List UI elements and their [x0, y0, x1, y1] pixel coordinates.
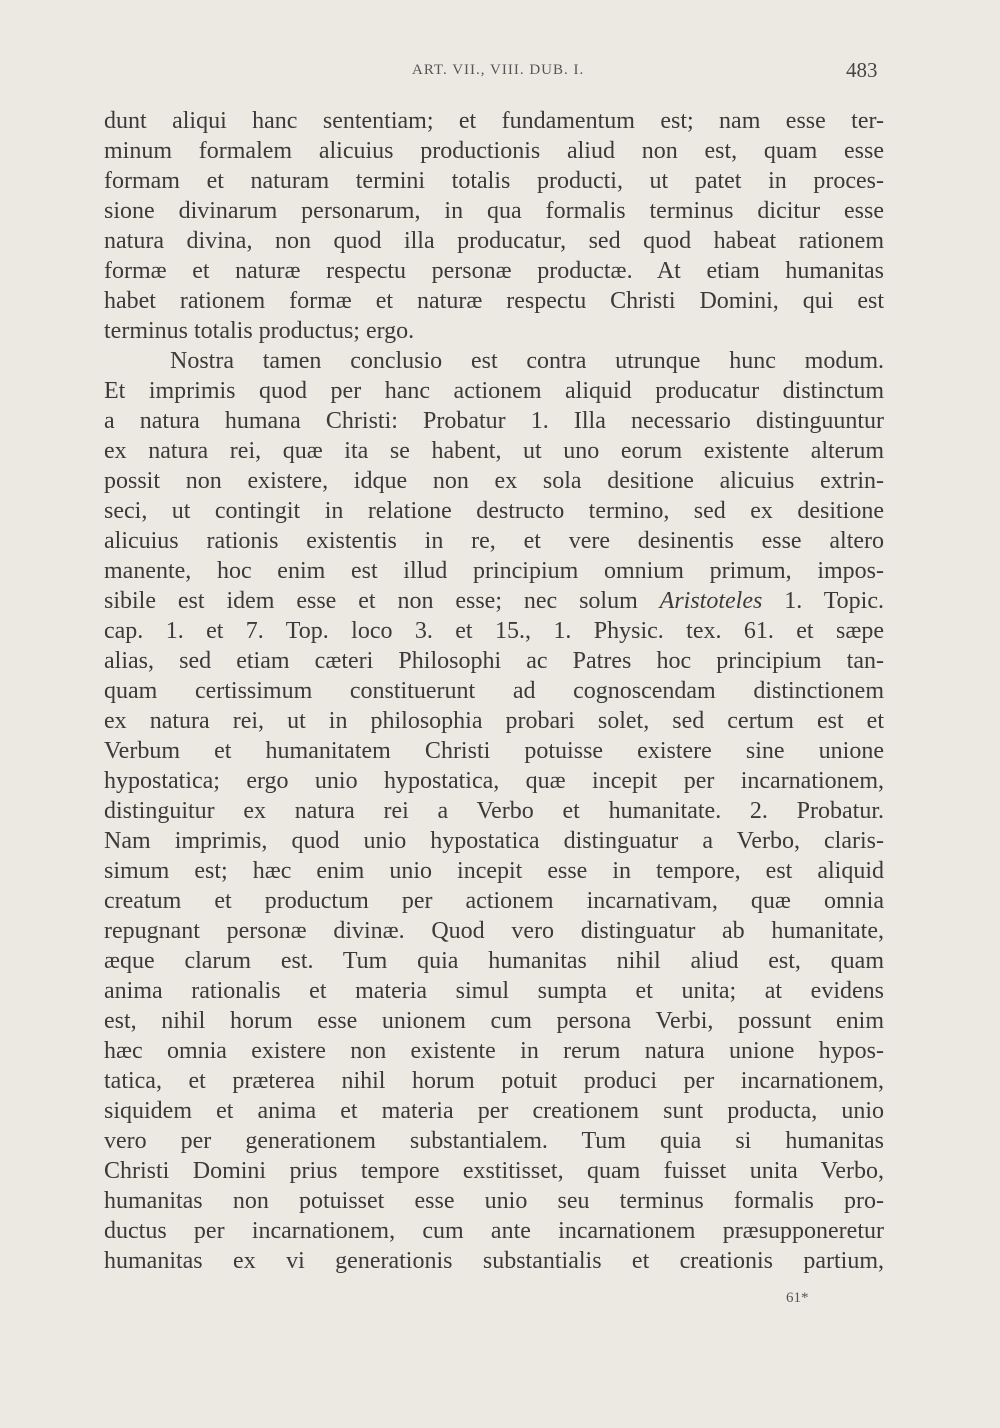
text-line: est, nihil horum esse unionem cum persona Verbi, possunt enim	[104, 1008, 884, 1034]
text-line: humanitas ex vi generationis substantialis et creationis partium,	[104, 1248, 884, 1274]
text-line: ex natura rei, ut in philosophia probari solet, sed certum est et	[104, 708, 884, 734]
text-line: formam et naturam termini totalis producti, ut patet in proces-	[104, 168, 884, 194]
text-line: repugnant personæ divinæ. Quod vero distinguatur ab humanitate,	[104, 918, 884, 944]
text-line-with-citation	[104, 586, 884, 616]
text-line: possit non existere, idque non ex sola desitione alicuius extrin-	[104, 468, 884, 494]
text-line: humanitas non potuisset esse unio seu terminus formalis pro-	[104, 1188, 884, 1214]
text-line: sione divinarum personarum, in qua formalis terminus dicitur esse	[104, 198, 884, 224]
text-line: formæ et naturæ respectu personæ productæ. At etiam humanitas	[104, 258, 884, 284]
text-line: simum est; hæc enim unio incepit esse in tempore, est aliquid	[104, 858, 884, 884]
page-number: 483	[846, 58, 878, 82]
text-line: ductus per incarnationem, cum ante incarnationem præsupponeretur	[104, 1218, 884, 1244]
body-text	[104, 106, 884, 1276]
text-line: terminus totalis productus; ergo.	[104, 318, 415, 344]
text-segment: 1. Topic.	[784, 588, 885, 614]
author-name: Aristoteles	[659, 588, 763, 614]
text-line: manente, hoc enim est illud principium omnium primum, impos-	[104, 558, 884, 584]
text-line: ex natura rei, quæ ita se habent, ut uno eorum existente alterum	[104, 438, 884, 464]
text-line: alicuius rationis existentis in re, et vere desinentis esse altero	[104, 528, 884, 554]
text-line: quam certissimum constituerunt ad cognoscendam distinctionem	[104, 678, 884, 704]
text-line: distinguitur ex natura rei a Verbo et humanitate. 2. Probatur.	[104, 798, 884, 824]
text-line: alias, sed etiam cæteri Philosophi ac Patres hoc principium tan-	[104, 648, 884, 674]
text-line: Christi Domini prius tempore exstitisset, quam fuisset unita Verbo,	[104, 1158, 884, 1184]
text-line: habet rationem formæ et naturæ respectu Christi Domini, qui est	[104, 288, 884, 314]
text-line: dunt aliqui hanc sententiam; et fundamentum est; nam esse ter-	[104, 108, 884, 134]
text-line: hæc omnia existere non existente in rerum natura unione hypos-	[104, 1038, 884, 1064]
text-line: hypostatica; ergo unio hypostatica, quæ incepit per incarnationem,	[104, 768, 884, 794]
running-head	[0, 58, 1000, 88]
text-line: anima rationalis et materia simul sumpta et unita; at evidens	[104, 978, 884, 1004]
text-line: Et imprimis quod per hanc actionem aliquid producatur distinctum	[104, 378, 884, 404]
text-line: Verbum et humanitatem Christi potuisse existere sine unione	[104, 738, 884, 764]
text-line: cap. 1. et 7. Top. loco 3. et 15., 1. Physic. tex. 61. et sæpe	[104, 618, 884, 644]
signature-mark: 61*	[786, 1290, 809, 1306]
text-line: vero per generationem substantialem. Tum quia si humanitas	[104, 1128, 884, 1154]
text-line: creatum et productum per actionem incarnativam, quæ omnia	[104, 888, 884, 914]
text-line: minum formalem alicuius productionis aliud non est, quam esse	[104, 138, 884, 164]
running-title: ART. VII., VIII. DUB. I.	[412, 62, 585, 78]
text-line: natura divina, non quod illa producatur, sed quod habeat rationem	[104, 228, 884, 254]
text-segment: sibile est idem esse et non esse; nec solum	[104, 588, 638, 614]
text-line: siquidem et anima et materia per creationem sunt producta, unio	[104, 1098, 884, 1124]
text-line: Nam imprimis, quod unio hypostatica distinguatur a Verbo, claris-	[104, 828, 884, 854]
text-line: tatica, et præterea nihil horum potuit produci per incarnationem,	[104, 1068, 884, 1094]
text-line: seci, ut contingit in relatione destructo termino, sed ex desitione	[104, 498, 884, 524]
text-line: Nostra tamen conclusio est contra utrunque hunc modum.	[170, 348, 884, 374]
text-line: a natura humana Christi: Probatur 1. Illa necessario distinguuntur	[104, 408, 884, 434]
text-line: æque clarum est. Tum quia humanitas nihil aliud est, quam	[104, 948, 884, 974]
